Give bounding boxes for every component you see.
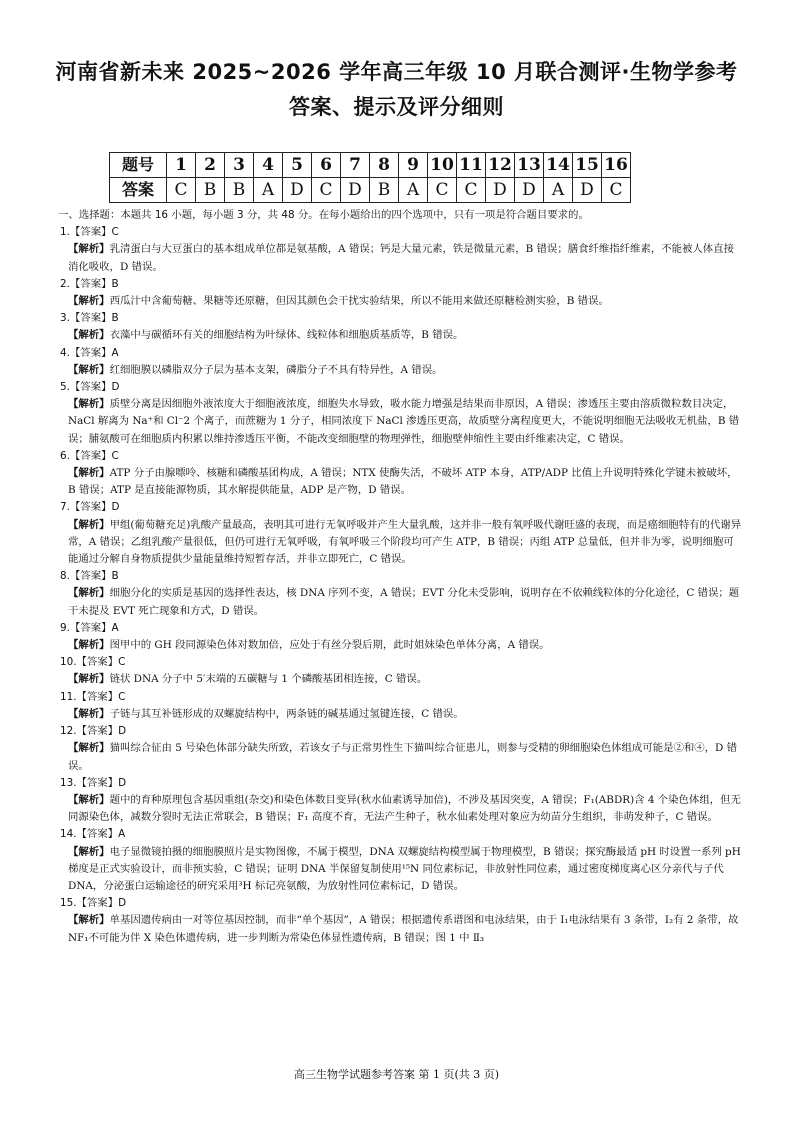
analysis-text: 西瓜汁中含葡萄糖、果糖等还原糖，但因其颜色会干扰实验结果，所以不能用来做还原糖检测实验，B 错误。: [109, 295, 609, 308]
answer-cell: B: [370, 178, 399, 203]
question-number-cell: 2: [196, 153, 225, 178]
question-answer: 6.【答案】C: [60, 449, 119, 462]
analysis-label: 【解析】: [68, 707, 110, 720]
analysis-label: 【解析】: [68, 793, 110, 806]
analysis-label: 【解析】: [68, 243, 110, 256]
answer-table: [109, 152, 631, 203]
analysis-text: 图甲中的 GH 段同源染色体对数加倍，应处于有丝分裂后期，此时姐妹染色单体分离，A 错误。: [109, 639, 550, 652]
answer-cell: C: [312, 178, 341, 203]
analysis-text: 链状 DNA 分子中 5′末端的五碳糖与 1 个磷酸基团相连接，C 错误。: [109, 673, 428, 686]
answer-cell: D: [341, 178, 370, 203]
analysis-label: 【解析】: [68, 329, 110, 342]
analysis-text: ATP 分子由腺嘌呤、核糖和磷酸基团构成，A 错误；NTX 使酶失活，不破坏 ATP 本身，ATP/ADP 比值上升说明特殊化学键未被破坏，B 错误；ATP 是直接能源物质，其水解提供能量，ADP 是产物，D 错误。: [68, 467, 738, 497]
analysis-label: 【解析】: [68, 467, 110, 480]
question-item: [60, 224, 743, 276]
answer-cell: C: [167, 178, 196, 203]
question-item: [60, 568, 743, 620]
question-item: [60, 499, 743, 568]
question-answer: 2.【答案】B: [60, 277, 119, 290]
question-analysis: [60, 517, 743, 569]
question-analysis: [60, 241, 743, 275]
analysis-label: 【解析】: [68, 295, 110, 308]
question-answer: 13.【答案】D: [60, 776, 127, 789]
question-analysis: [60, 792, 743, 826]
analysis-label: 【解析】: [68, 398, 110, 411]
question-item: [60, 310, 743, 344]
analysis-label: 【解析】: [68, 742, 110, 755]
question-number-header: 题号: [110, 153, 167, 178]
analysis-text: 题中的育种原理包含基因重组(杂交)和染色体数目变异(秋水仙素诱导加倍)，不涉及基因突变，A 错误；F₁(ABDR)含 4 个染色体组，但无同源染色体，减数分裂时无法正常联会，B 错误；F₁ 高度不育，无法产生种子，秋水仙素处理对象应为幼苗分生组织，非萌发种子，C 错误。: [68, 793, 741, 824]
question-answer: 9.【答案】A: [60, 621, 119, 634]
question-item: [60, 826, 743, 895]
question-answer: 5.【答案】D: [60, 381, 120, 394]
answer-cell: C: [428, 178, 457, 203]
question-item: [60, 620, 743, 654]
question-analysis: [60, 293, 743, 310]
question-analysis: [60, 706, 743, 723]
question-analysis: [60, 912, 743, 946]
question-number-cell: 12: [486, 153, 515, 178]
analysis-text: 乳清蛋白与大豆蛋白的基本组成单位都是氨基酸，A 错误；钙是大量元素，铁是微量元素，B 错误；膳食纤维指纤维素，不能被人体直接消化吸收，D 错误。: [68, 243, 734, 273]
answer-cell: B: [225, 178, 254, 203]
analysis-label: 【解析】: [68, 673, 110, 686]
page-title-line1: 河南省新未来 2025~2026 学年高三年级 10 月联合测评·生物学参考: [55, 60, 738, 84]
question-analysis: [60, 637, 743, 654]
question-item: [60, 654, 743, 688]
answer-cell: D: [573, 178, 602, 203]
question-answer: 11.【答案】C: [60, 690, 126, 703]
question-number-cell: 10: [428, 153, 457, 178]
analysis-text: 衣藻中与碳循环有关的细胞结构为叶绿体、线粒体和细胞质基质等，B 错误。: [109, 329, 464, 342]
analysis-label: 【解析】: [68, 845, 110, 858]
answer-cell: C: [602, 178, 631, 203]
answer-cell: C: [457, 178, 486, 203]
question-item: [60, 775, 743, 827]
question-answer: 4.【答案】A: [60, 346, 119, 359]
question-analysis: [60, 844, 743, 896]
question-number-cell: 13: [515, 153, 544, 178]
question-item: [60, 895, 743, 947]
question-answer: 1.【答案】C: [60, 226, 119, 239]
analysis-text: 单基因遗传病由一对等位基因控制，而非“单个基因”，A 错误；根据遗传系谱图和电泳结果，由于 I₁电泳结果有 3 条带，I₂有 2 条带，故 NF₁不可能为伴 X 染色体遗传病，进一步判断为常染色体显性遗传病，B 错误；图 1 中 Ⅱ₃: [68, 914, 739, 944]
analysis-text: 子链与其互补链形成的双螺旋结构中，两条链的碱基通过氢键连接，C 错误。: [109, 707, 464, 720]
analysis-label: 【解析】: [68, 587, 110, 600]
answer-header: 答案: [110, 178, 167, 203]
question-number-cell: 16: [602, 153, 631, 178]
answer-cell: A: [254, 178, 283, 203]
answer-cell: A: [399, 178, 428, 203]
section-intro: 一、选择题：本题共 16 小题，每小题 3 分，共 48 分。在每小题给出的四个选项中，只有一项是符合题目要求的。: [58, 209, 589, 221]
analysis-label: 【解析】: [68, 639, 110, 652]
question-number-cell: 6: [312, 153, 341, 178]
question-analysis: [60, 327, 743, 344]
question-number-cell: 8: [370, 153, 399, 178]
answer-cell: D: [486, 178, 515, 203]
analysis-label: 【解析】: [68, 914, 110, 927]
analysis-text: 细胞分化的实质是基因的选择性表达，核 DNA 序列不变，A 错误；EVT 分化未受影响，说明存在不依赖线粒体的分化途径，C 错误；题干未提及 EVT 死亡现象和方式，D 错误。: [68, 587, 740, 617]
question-number-cell: 7: [341, 153, 370, 178]
question-answer: 10.【答案】C: [60, 656, 126, 669]
question-number-cell: 9: [399, 153, 428, 178]
question-analysis: [60, 585, 743, 619]
question-number-cell: 5: [283, 153, 312, 178]
analysis-text: 红细胞膜以磷脂双分子层为基本支架，磷脂分子不具有特异性，A 错误。: [109, 363, 443, 376]
question-answer: 8.【答案】B: [60, 570, 119, 583]
question-number-cell: 1: [167, 153, 196, 178]
question-list: [60, 224, 743, 947]
question-item: [60, 689, 743, 723]
question-answer: 7.【答案】D: [60, 501, 120, 514]
analysis-text: 电子显微镜拍摄的细胞膜照片是实物图像，不属于模型，DNA 双螺旋结构模型属于物理模型，B 错误；探究酶最适 pH 时设置一系列 pH 梯度是正式实验设计，而非预实验，C 错误；证明 DNA 半保留复制使用¹⁵N 同位素标记，非放射性同位素，通过密度梯度离心区分亲代与子代 DNA，分泌蛋白运输途径的研究采用³H 标记亮氨酸，为放射性同位素标记，D 错误。: [68, 845, 741, 892]
analysis-label: 【解析】: [68, 363, 110, 376]
question-number-cell: 3: [225, 153, 254, 178]
question-item: [60, 723, 743, 775]
question-answer: 12.【答案】D: [60, 725, 127, 738]
question-item: [60, 448, 743, 500]
answer-cell: A: [544, 178, 573, 203]
answer-cell: D: [515, 178, 544, 203]
analysis-text: 质壁分离是因细胞外液浓度大于细胞液浓度，细胞失水导致，吸水能力增强是结果而非原因，A 错误；渗透压主要由溶质微粒数目决定，NaCl 解离为 Na⁺和 Cl⁻2 个离子，而蔗糖为 1 分子，相同浓度下 NaCl 渗透压更高，故质壁分离程度更大，不能说明细胞无法吸收无机盐，B 错误；脯氨酸可在细胞质内积累以维持渗透压平衡，不能改变细胞壁的物理弹性，细胞壁伸缩性主要由纤维素决定，C 错误。: [68, 398, 740, 445]
page-footer: 高三生物学试题参考答案 第 1 页(共 3 页): [293, 1068, 500, 1081]
question-answer: 3.【答案】B: [60, 312, 119, 325]
analysis-text: 猫叫综合征由 5 号染色体部分缺失所致，若该女子与正常男性生下猫叫综合征患儿，则参与受精的卵细胞染色体组成可能是②和④，D 错误。: [68, 742, 738, 772]
answer-table-number-row: [110, 153, 631, 178]
question-analysis: [60, 671, 743, 688]
question-analysis: [60, 465, 743, 499]
answer-cell: B: [196, 178, 225, 203]
question-item: [60, 379, 743, 448]
question-item: [60, 345, 743, 379]
question-answer: 15.【答案】D: [60, 897, 127, 910]
question-analysis: [60, 740, 743, 774]
answer-cell: D: [283, 178, 312, 203]
question-number-cell: 4: [254, 153, 283, 178]
question-answer: 14.【答案】A: [60, 828, 126, 841]
question-item: [60, 276, 743, 310]
answer-table-answer-row: [110, 178, 631, 203]
question-analysis: [60, 396, 743, 448]
question-number-cell: 11: [457, 153, 486, 178]
analysis-label: 【解析】: [68, 518, 110, 531]
answer-content: [60, 207, 743, 947]
question-number-cell: 15: [573, 153, 602, 178]
question-analysis: [60, 362, 743, 379]
analysis-text: 甲组(葡萄糖充足)乳酸产量最高，表明其可进行无氧呼吸并产生大量乳酸，这并非一般有氧呼吸代谢旺盛的表现，而是癌细胞特有的代谢异常，A 错误；乙组乳酸产量很低，但仍可进行无氧呼吸，有氧呼吸三个阶段均可产生 ATP，B 错误；丙组 ATP 总量低，但并非为零，说明细胞可能通过分解自身物质提供少量能量维持短暂存活，并非立即死亡，C 错误。: [68, 518, 742, 566]
question-number-cell: 14: [544, 153, 573, 178]
page-title-line2: 答案、提示及评分细则: [289, 95, 504, 119]
